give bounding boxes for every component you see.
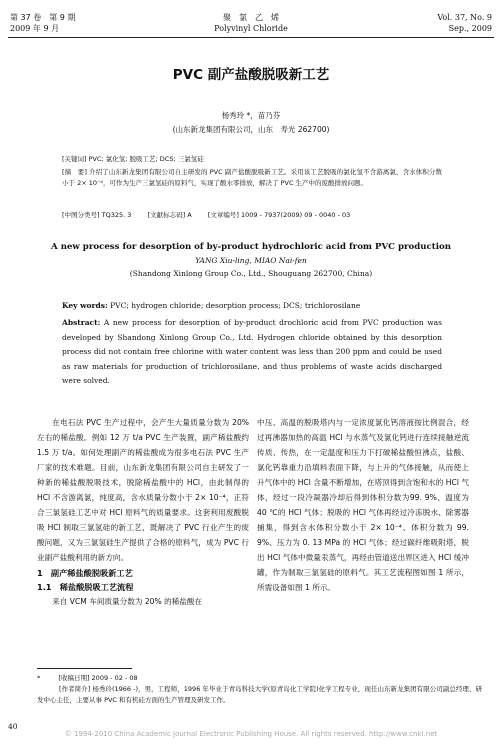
article-no-label: [文章编号]	[207, 211, 239, 219]
page-number: 40	[8, 722, 18, 731]
process-paragraph-continued: 中压、高温的脱吸塔内与一定浓度氯化钙溶液按比例混合，经过再沸器加热的高温 HCl 与水蒸气及氯化钙进行连续接触逆流传质、传热，在一定温度和压力下打破稀盐酸恒沸点，盐酸、氯化钙靠重力沿填料表面下降，与上升的气体接触，从而使上升气体中的 HCl 含量不断增加，在塔顶得到含饱和水的 HCl 气体，经过一段冷凝器冷却后得到体积分数为99. 9%、温度为 40 ℃的 HCl 气体；脱吸的 HCl 气体再经过冷冻脱水、除雾器捕集，得到含水体积分数小于 2× 10⁻⁴、体积分数为 99. 9%、压力为 0. 13 MPa 的 HCl 气体；经过碳纤维吸附塔，脱出 HCl 气体中微量汞蒸气，再经由管道送出界区进入 HCl 缓冲罐，作为制取三氯氢硅的原料气。其工艺流程图如图 1 所示，所需设备如图 1 所示。	[257, 418, 469, 592]
keywords-en-row	[62, 300, 442, 312]
keywords-en-label: Key words:	[62, 301, 108, 310]
doc-code-value: A	[187, 211, 192, 219]
authors-cn: 杨秀玲 *，苗乃芬	[221, 111, 281, 120]
authors-en: YANG Xiu-ling, MIAO Nai-fen	[195, 256, 307, 265]
abstract-en: A new process for desorption of by-product drochloric acid from PVC production was developed by Shandong Xinlong Group Co., Ltd. Hydrogen chloride obtained by this desorption process did not contain free chlorine with water content was less than 200 ppm and could be used as raw materials for production of trichlorosilane, and thus problems of waste acids discharged were solved.	[62, 318, 443, 385]
clc-label: [中图分类号]	[62, 211, 100, 219]
section-heading-1: 1 副产稀盐酸脱吸新工艺	[37, 568, 133, 578]
article-no-value: 1009 - 7937(2009) 09 - 0040 - 03	[241, 211, 351, 219]
page-title-en: A new process for desorption of by-product hydrochloric acid from PVC production	[51, 242, 451, 252]
journal-name-cn: 聚 氯 乙 烯	[223, 13, 279, 22]
keywords-en: PVC; hydrogen chloride; desorption process; DCS; trichlorosilane	[110, 301, 361, 310]
footnote	[37, 673, 482, 706]
received-date: [收稿日期] 2009 - 02 - 08	[58, 674, 138, 682]
header-rule	[8, 37, 494, 38]
affiliation-en: (Shandong Xinlong Group Co., Ltd., Shouguang 262700, China)	[129, 269, 373, 278]
abstract-en-label: Abstract:	[62, 318, 101, 327]
classification-row	[62, 210, 442, 221]
affiliation-cn: (山东新龙集团有限公司，山东 寿光 262700)	[172, 125, 330, 134]
cnki-watermark: © 1994-2010 China Academic Journal Electronic Publishing House. All rights reserved. http://www.cnki.net	[64, 730, 438, 738]
clc-value: TQ325. 3	[101, 211, 132, 219]
doc-code-label: [文献标志码]	[147, 211, 186, 219]
intro-paragraph: 在电石法 PVC 生产过程中，会产生大量质量分数为 20% 左右的稀盐酸。例如 12 万 t/a PVC 生产装置，副产稀盐酸约 1.5 万 t/a。如何处理副产的稀盐酸成为很多电石法 PVC 生产厂家的技术难题。目前，山东新龙集团有限公司自主研发了一种新的稀盐酸脱吸技术，脱除稀盐酸中的 HCl，由此制得的 HCl 不含游离氯，纯度高，含水质量分数小于 2× 10⁻⁴，正符合三氯氢硅工艺中对 HCl 原料气的质量要求。这套利用废酸脱吸 HCl 制取三氯氢硅的新工艺，既解决了 PVC 行业产生的废酸问题，又为三氯氢硅生产提供了合格的原料气，成为 PVC 行业副产盐酸利用的新方向。	[37, 418, 249, 562]
body-right-column	[257, 415, 469, 595]
keywords-cn: [关键词] PVC; 氯化氢; 脱吸工艺; DCS; 三氯氢硅	[62, 155, 204, 163]
abstract-cn: [摘 要] 介绍了山东新龙集团有限公司自主研发的 PVC 副产盐酸脱吸新工艺。采用该工艺脱吸的氯化氢不含游离氯，含水体积分数小于 2× 10⁻⁴，可作为生产三氯氢硅的原料气，实现了酸水零排放，解决了 PVC 生产中的废酸排放问题。	[62, 168, 442, 187]
footnote-received	[37, 673, 482, 684]
journal-date: 2009 年 9 月	[10, 24, 60, 33]
section-heading-1-1: 1.1 稀盐酸脱吸工艺流程	[37, 582, 134, 592]
journal-issue: 第 37 卷 第 9 期	[10, 13, 76, 22]
abstract-en-block	[62, 316, 442, 389]
volume-info: Vol. 37, No. 9	[437, 13, 492, 22]
page-title-cn: PVC 副产盐酸脱吸新工艺	[172, 67, 330, 83]
journal-name-en: Polyvinyl Chloride	[214, 24, 288, 33]
footnote-star: *	[37, 674, 41, 682]
author-bio: [作者简介] 杨秀玲(1966 -)，男，工程师，1996 年毕业于青岛科技大学(原青岛化工学院)化学工程专业，现任山东新龙集团有限公司副总经理、研发中心主任，主要从事 PVC 和有机硅方面的生产管理及研发工作。	[37, 685, 482, 704]
body-left-column	[37, 415, 249, 609]
volume-date: Sep., 2009	[448, 24, 492, 33]
process-paragraph-start: 来自 VCM 车间质量分数为 20% 的稀盐酸在	[52, 597, 203, 606]
footnote-rule	[37, 668, 132, 669]
